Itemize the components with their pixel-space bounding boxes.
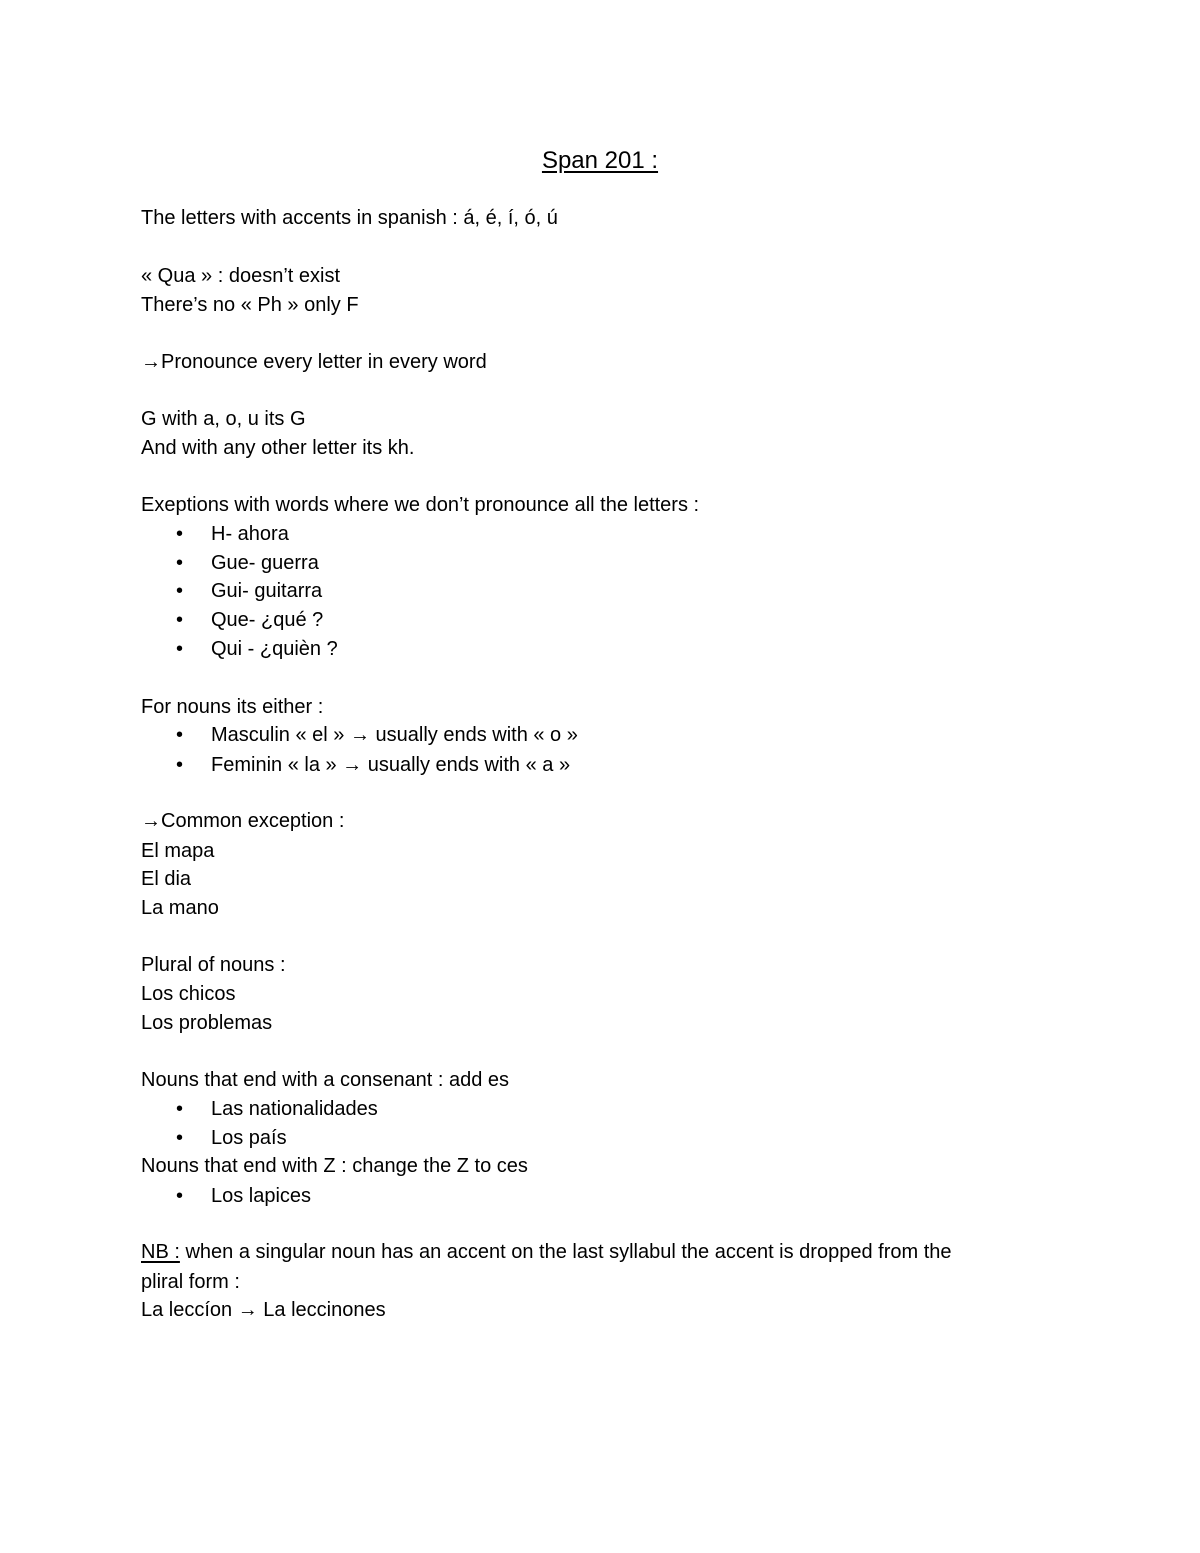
list-item: [176, 722, 578, 748]
list-item-text: Gui- guitarra: [211, 580, 323, 602]
bullet-icon: •: [176, 1185, 184, 1207]
bullet-icon: •: [176, 1127, 184, 1149]
bullet-icon: •: [176, 523, 184, 545]
bullet-icon: •: [176, 580, 184, 602]
list-item: [176, 550, 319, 576]
z-rule-heading: Nouns that end with Z : change the Z to ces: [141, 1155, 528, 1177]
plural-heading: Plural of nouns :: [141, 954, 286, 976]
consonant-heading: Nouns that end with a consenant : add es: [141, 1069, 510, 1091]
bullet-icon: •: [176, 1098, 184, 1120]
list-item-text: Que- ¿qué ?: [211, 609, 324, 631]
bullet-icon: •: [176, 754, 184, 776]
qua-line: « Qua » : doesn’t exist: [141, 265, 341, 287]
bullet-icon: •: [176, 552, 184, 574]
page-title: [0, 146, 1200, 176]
ph-line: There’s no « Ph » only F: [141, 294, 359, 316]
g-rule-line-2: And with any other letter its kh.: [141, 437, 415, 459]
list-item: [176, 636, 338, 662]
list-item: [176, 521, 289, 547]
list-item: [176, 1125, 287, 1151]
list-item-text: Masculin « el » → usually ends with « o »: [211, 724, 578, 746]
common-exception-heading: →Common exception :: [141, 810, 345, 832]
g-rule-line-1: G with a, o, u its G: [141, 408, 306, 430]
plural-line: Los chicos: [141, 983, 236, 1005]
nb-text: when a singular noun has an accent on the last syllabul the accent is dropped from the: [179, 1241, 952, 1263]
bullet-icon: •: [176, 724, 184, 746]
list-item: [176, 607, 323, 633]
list-item: [176, 1096, 378, 1122]
nb-text-continued: pliral form :: [141, 1271, 240, 1293]
plural-line: Los problemas: [141, 1012, 273, 1034]
list-item-text: Las nationalidades: [211, 1098, 378, 1120]
list-item-text: Qui - ¿quièn ?: [211, 638, 338, 660]
nouns-heading: For nouns its either :: [141, 696, 324, 718]
bullet-icon: •: [176, 638, 184, 660]
common-exception-line: El mapa: [141, 840, 215, 862]
list-item: [176, 1183, 311, 1209]
list-item: [176, 752, 570, 778]
nb-paragraph: [141, 1239, 952, 1265]
nb-label: NB :: [141, 1241, 180, 1263]
list-item-text: Gue- guerra: [211, 552, 319, 574]
accents-line: The letters with accents in spanish : á, é, í, ó, ú: [141, 207, 558, 229]
list-item-text: Los lapices: [211, 1185, 312, 1207]
common-exception-line: La mano: [141, 897, 219, 919]
exceptions-heading: Exeptions with words where we don’t pronounce all the letters :: [141, 494, 700, 516]
bullet-icon: •: [176, 609, 184, 631]
common-exception-line: El dia: [141, 868, 192, 890]
nb-example: La leccíon → La leccinones: [141, 1299, 386, 1321]
pronounce-line: →Pronounce every letter in every word: [141, 351, 487, 373]
title-text: Span 201 :: [541, 147, 659, 174]
list-item: [176, 578, 322, 604]
list-item-text: Feminin « la » → usually ends with « a »: [211, 754, 571, 776]
list-item-text: H- ahora: [211, 523, 289, 545]
list-item-text: Los país: [211, 1127, 287, 1149]
